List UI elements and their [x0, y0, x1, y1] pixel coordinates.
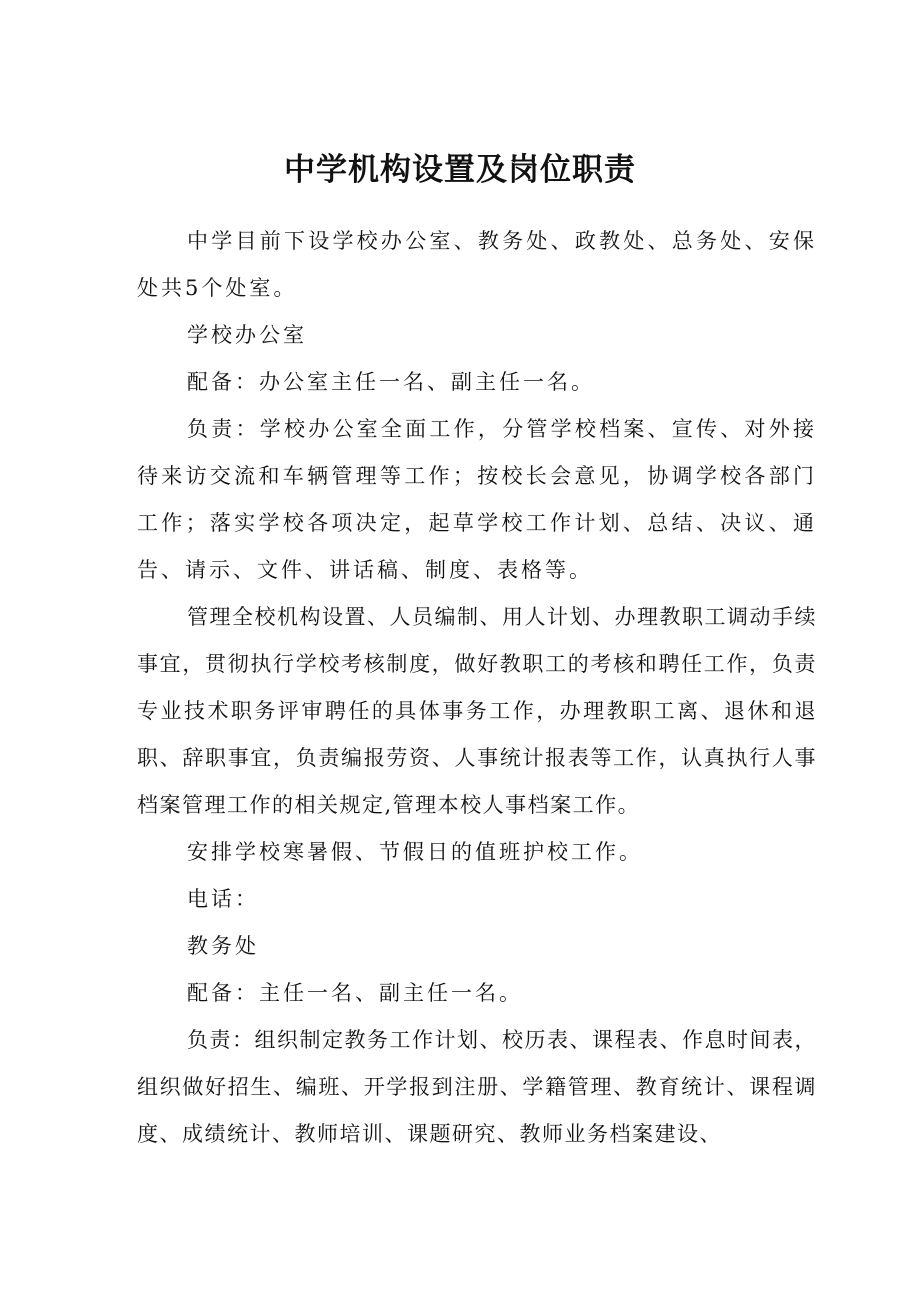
document-title: 中学机构设置及岗位职责 [284, 152, 636, 188]
section-heading-academic-affairs: 教务处 [187, 934, 259, 958]
paragraph-office-holidays: 安排学校寒暑假、节假日的值班护校工作。 [187, 840, 643, 864]
paragraph-office-phone: 电话： [187, 887, 259, 911]
paragraph-academic-duties: 负责：组织制定教务工作计划、校历表、课程表、作息时间表，组织做好招生、编班、开学报到注册、学籍管理、教育统计、课程调度、成绩统计、教师培训、课题研究、教师业务档案建设、 [137, 1028, 817, 1146]
paragraph-office-personnel: 管理全校机构设置、人员编制、用人计划、办理教职工调动手续事宜，贯彻执行学校考核制度，做好教职工的考核和聘任工作，负责专业技术职务评审聘任的具体事务工作，办理教职工离、退休和退职、辞职事宜，负责编报劳资、人事统计报表等工作，认真执行人事档案管理工作的相关规定,管理本校人事档案工作。 [137, 605, 817, 817]
paragraph-office-staffing: 配备：办公室主任一名、副主任一名。 [187, 370, 595, 394]
paragraph-overview: 中学目前下设学校办公室、教务处、政教处、总务处、安保处共5个处室。 [137, 229, 817, 300]
paragraph-academic-staffing: 配备：主任一名、副主任一名。 [187, 981, 523, 1005]
section-heading-office: 学校办公室 [187, 323, 307, 347]
document-body [137, 218, 817, 1158]
paragraph-office-duties: 负责：学校办公室全面工作，分管学校档案、宣传、对外接待来访交流和车辆管理等工作；按校长会意见，协调学校各部门工作；落实学校各项决定，起草学校工作计划、总结、决议、通告、请示、文件、讲话稿、制度、表格等。 [137, 417, 817, 582]
